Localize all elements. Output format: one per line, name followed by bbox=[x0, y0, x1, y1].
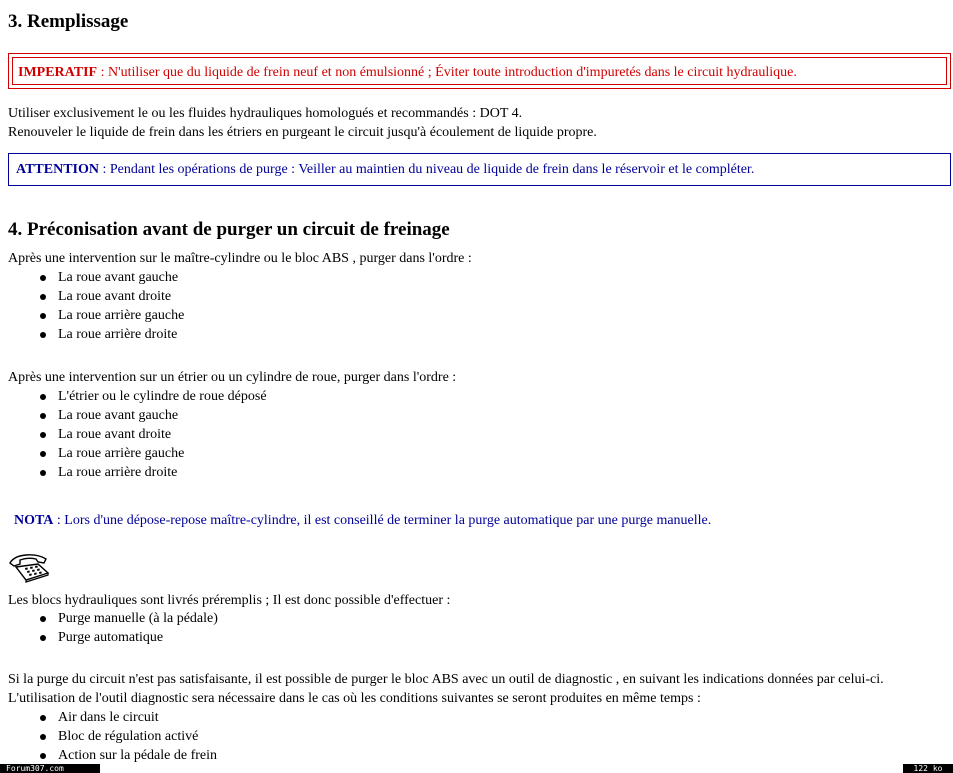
list-item: La roue arrière gauche bbox=[8, 306, 184, 325]
bleed-order-list-2 bbox=[8, 387, 267, 482]
fluid-line: Utiliser exclusivement le ou les fluides hydrauliques homologués et recommandés : DOT 4. bbox=[8, 106, 523, 121]
intro-master-cylinder: Après une intervention sur le maître-cylindre ou le bloc ABS , purger dans l'ordre : bbox=[8, 251, 472, 266]
imperatif-keyword: IMPERATIF bbox=[18, 65, 98, 80]
list-item: Purge automatique bbox=[8, 628, 218, 647]
forum-watermark: Forum307.com bbox=[0, 764, 100, 773]
section-3-title: 3. Remplissage bbox=[8, 11, 129, 32]
list-item: La roue arrière gauche bbox=[8, 444, 267, 463]
list-item: La roue arrière droite bbox=[8, 325, 184, 344]
list-item: Purge manuelle (à la pédale) bbox=[8, 609, 218, 628]
list-item: Air dans le circuit bbox=[8, 708, 217, 727]
blocs-intro: Les blocs hydrauliques sont livrés préremplis ; Il est donc possible d'effectuer : bbox=[8, 593, 451, 608]
telephone-icon bbox=[8, 553, 50, 583]
nota-keyword: NOTA bbox=[14, 513, 54, 528]
purge-type-list bbox=[8, 609, 218, 647]
list-item: La roue avant droite bbox=[8, 287, 184, 306]
list-item: L'étrier ou le cylindre de roue déposé bbox=[8, 387, 267, 406]
imperatif-text: : N'utiliser que du liquide de frein neuf et non émulsionné ; Éviter toute introduction d'impuretés dans le circuit hydraulique. bbox=[97, 65, 797, 80]
nota-text: : Lors d'une dépose-repose maître-cylindre, il est conseillé de terminer la purge automatique par une purge manuelle. bbox=[53, 513, 712, 528]
diagnostic-paragraph-1: Si la purge du circuit n'est pas satisfaisante, il est possible de purger le bloc ABS avec un outil de diagnostic , en suivant les indications données par celui-ci. bbox=[8, 672, 884, 687]
attention-keyword: ATTENTION bbox=[16, 162, 99, 177]
attention-box bbox=[8, 153, 951, 186]
intro-caliper: Après une intervention sur un étrier ou un cylindre de roue, purger dans l'ordre : bbox=[8, 370, 457, 385]
diagnostic-paragraph-2: L'utilisation de l'outil diagnostic sera nécessaire dans le cas où les conditions suivantes se seront produites en même temps : bbox=[8, 691, 701, 706]
list-item: Bloc de régulation activé bbox=[8, 727, 217, 746]
attention-text: : Pendant les opérations de purge : Veiller au maintien du niveau de liquide de frein dans le réservoir et le compléter. bbox=[98, 162, 755, 177]
imperatif-box bbox=[8, 53, 951, 89]
bleed-order-list-1 bbox=[8, 268, 184, 344]
section-4-title: 4. Préconisation avant de purger un circuit de freinage bbox=[8, 219, 450, 240]
nota-note bbox=[14, 511, 711, 530]
list-item: Action sur la pédale de frein bbox=[8, 746, 217, 765]
file-size-label: 122 ko bbox=[903, 764, 953, 773]
list-item: La roue avant gauche bbox=[8, 406, 267, 425]
list-item: La roue avant gauche bbox=[8, 268, 184, 287]
list-item: La roue arrière droite bbox=[8, 463, 267, 482]
renew-line: Renouveler le liquide de frein dans les étriers en purgeant le circuit jusqu'à écoulement de liquide propre. bbox=[8, 125, 597, 140]
conditions-list bbox=[8, 708, 217, 765]
list-item: La roue avant droite bbox=[8, 425, 267, 444]
